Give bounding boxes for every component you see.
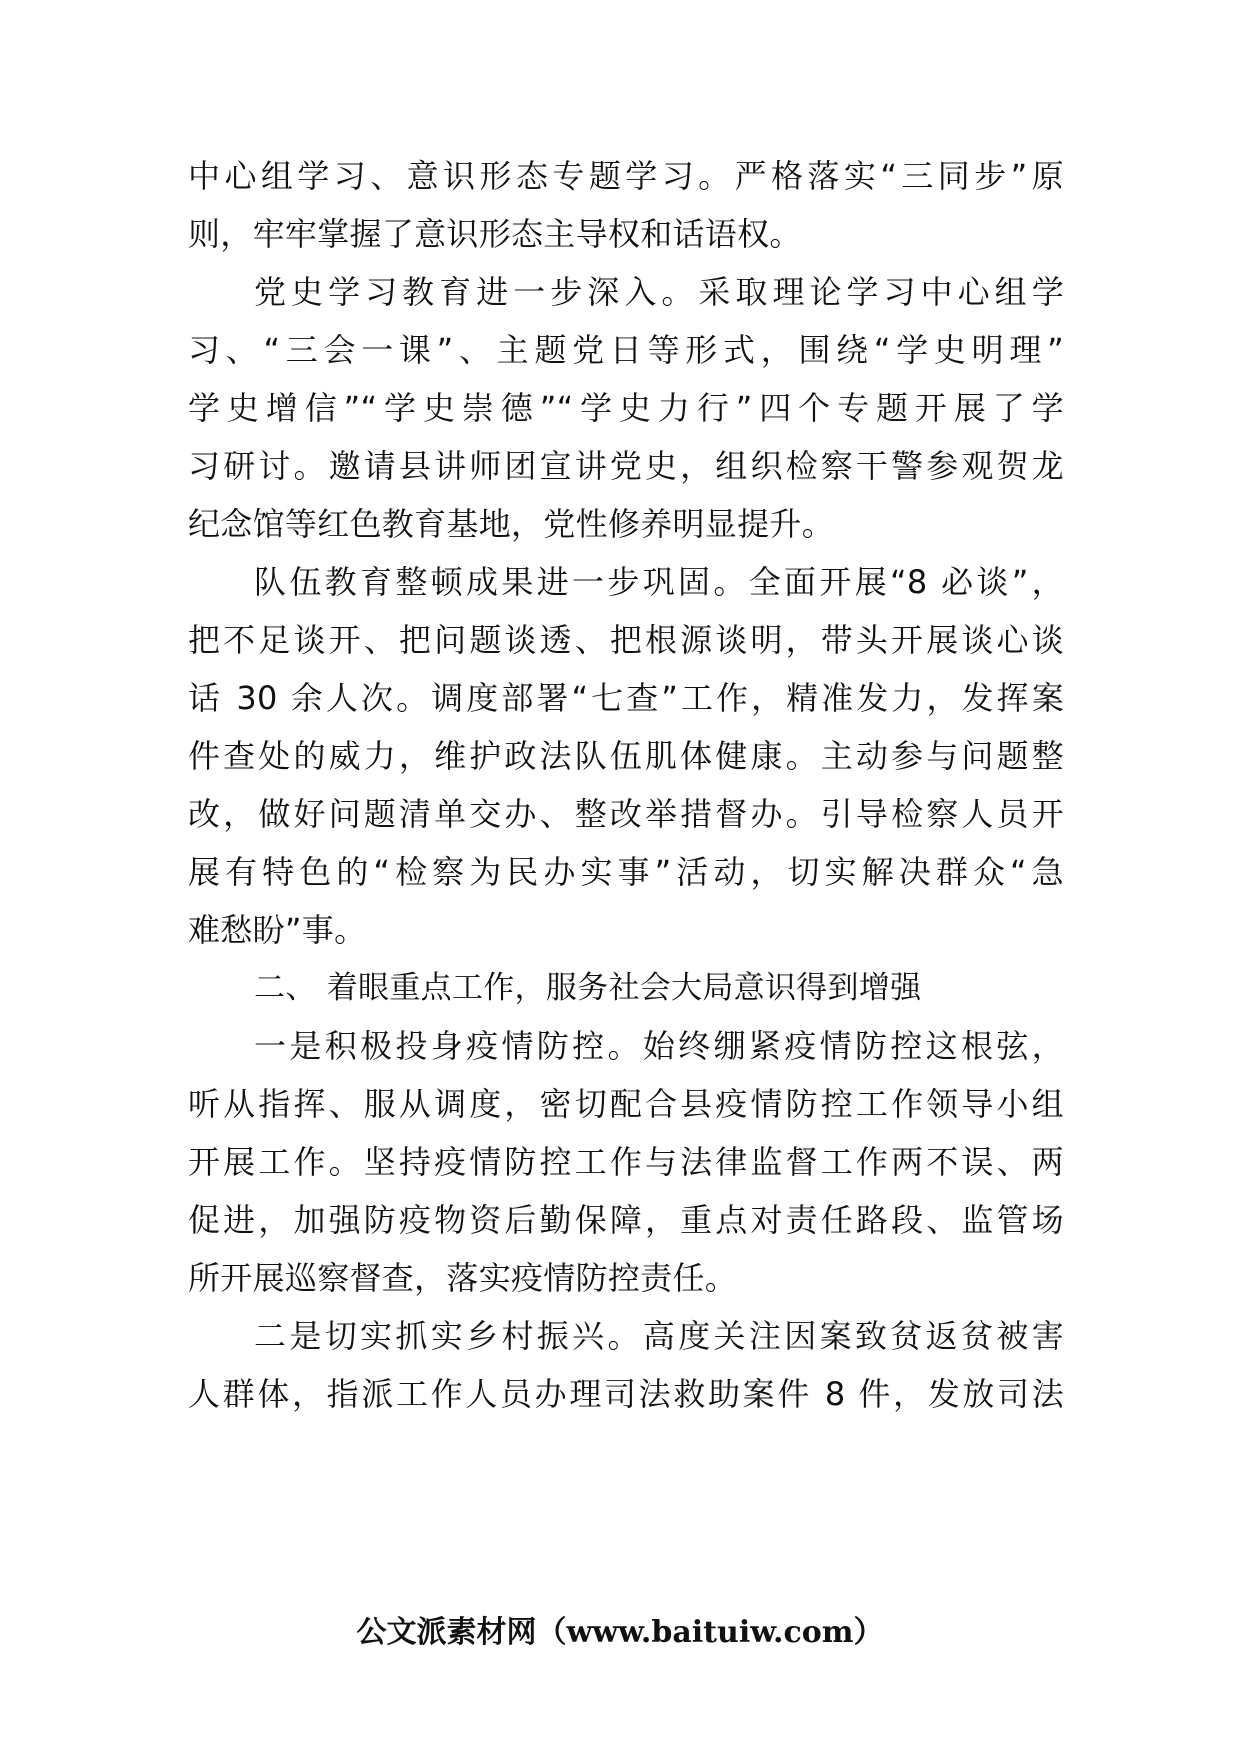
text-line: 人群体，指派工作人员办理司法救助案件 8 件，发放司法 (188, 1375, 1064, 1413)
text-line: 学史增信”“学史崇德”“学史力行”四个专题开展了学 (188, 389, 1064, 427)
text-line: 中心组学习、意识形态专题学习。严格落实“三同步”原 (188, 157, 1064, 195)
text-line: 促进，加强防疫物资后勤保障，重点对责任路段、监管场 (188, 1201, 1064, 1239)
text-line: 队伍教育整顿成果进一步巩固。全面开展“8 必谈”， (254, 563, 1064, 601)
text-line: 难愁盼”事。 (188, 911, 367, 949)
text-line: 纪念馆等红色教育基地，党性修养明显提升。 (188, 505, 835, 543)
text-line: 党史学习教育进一步深入。采取理论学习中心组学 (254, 273, 1064, 311)
text-line: 展有特色的“检察为民办实事”活动，切实解决群众“急 (188, 853, 1064, 891)
text-line: 一是积极投身疫情防控。始终绷紧疫情防控这根弦， (254, 1027, 1064, 1065)
text-line: 改，做好问题清单交办、整改举措督办。引导检察人员开 (188, 795, 1064, 833)
text-line: 把不足谈开、把问题谈透、把根源谈明，带头开展谈心谈 (188, 621, 1064, 659)
footer-watermark-text: 公文派素材网（www.baituiw.com） (356, 1615, 884, 1650)
section-heading: 二、 着眼重点工作，服务社会大局意识得到增强 (254, 970, 922, 1006)
text-line: 二是切实抓实乡村振兴。高度关注因案致贫返贫被害 (254, 1317, 1064, 1355)
text-line: 习、“三会一课”、主题党日等形式，围绕“学史明理” (188, 331, 1064, 369)
text-line: 所开展巡察督查，落实疫情防控责任。 (188, 1259, 738, 1297)
text-line: 听从指挥、服从调度，密切配合县疫情防控工作领导小组 (188, 1085, 1064, 1123)
text-line: 件查处的威力，维护政法队伍肌体健康。主动参与问题整 (188, 737, 1064, 775)
text-line: 开展工作。坚持疫情防控工作与法律监督工作两不误、两 (188, 1143, 1064, 1181)
text-line: 则，牢牢掌握了意识形态主导权和话语权。 (188, 215, 802, 253)
text-line: 话 30 余人次。调度部署“七查”工作，精准发力，发挥案 (188, 679, 1064, 717)
text-line: 习研讨。邀请县讲师团宣讲党史，组织检察干警参观贺龙 (188, 447, 1064, 485)
